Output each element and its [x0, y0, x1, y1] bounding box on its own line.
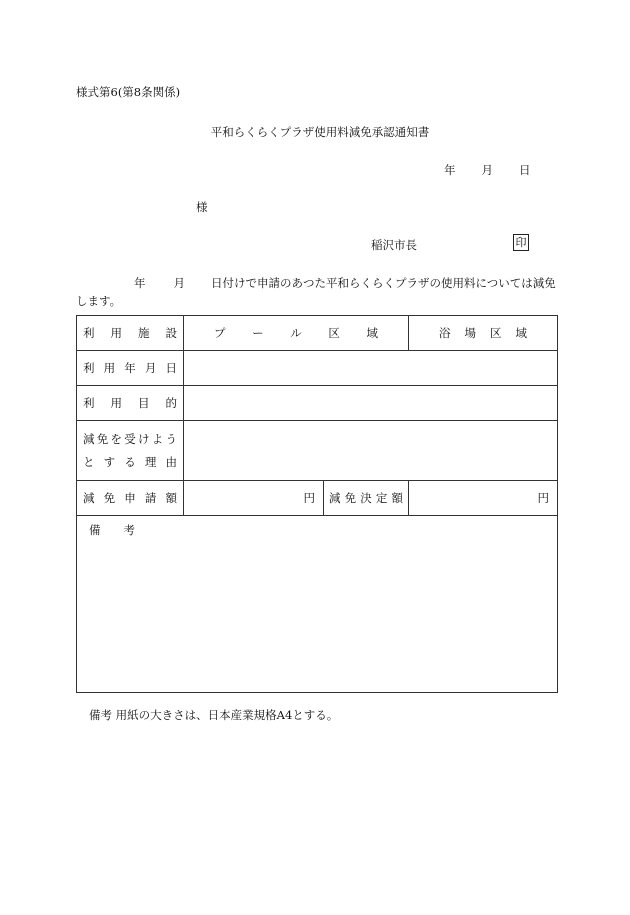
pool-area-cell	[184, 316, 409, 351]
reason-label	[77, 421, 184, 481]
footnote: 備考 用紙の大きさは、日本産業規格A4とする。	[89, 708, 339, 722]
decision-amount-field[interactable]	[409, 481, 558, 516]
addressee: 様	[196, 200, 208, 214]
pool-area-option: プ ー ル 区 域	[214, 326, 378, 340]
decision-amount-label: 減 免 決 定 額	[324, 481, 409, 516]
request-amount-label: 減 免 申 請 額	[77, 481, 184, 516]
date-field[interactable]	[184, 351, 558, 386]
notice-body	[76, 274, 558, 310]
date-year: 年	[444, 163, 456, 177]
reason-label-line1: 減免を受けよう	[83, 431, 177, 446]
body-month: 月	[173, 276, 185, 290]
seal-mark: 印	[513, 234, 529, 251]
yen-unit-2: 円	[537, 491, 549, 505]
body-year: 年	[134, 276, 146, 290]
row-purpose	[77, 386, 558, 421]
date-line	[444, 162, 531, 178]
document-title: 平和らくらくプラザ使用料減免承認通知書	[210, 125, 430, 139]
date-month: 月	[481, 163, 493, 177]
request-amount-field[interactable]	[184, 481, 324, 516]
date-day: 日	[519, 163, 531, 177]
row-amounts	[77, 481, 558, 516]
body-text: 日付けで申請のあつた平和らくらくプラザの使用料については減免します。	[76, 276, 556, 308]
approval-form-table	[76, 315, 558, 693]
row-facility	[77, 316, 558, 351]
remarks-label: 備 考	[89, 523, 135, 537]
row-date	[77, 351, 558, 386]
row-reason	[77, 421, 558, 481]
remarks-field[interactable]	[77, 516, 558, 693]
form-reference: 様式第6(第8条関係)	[76, 85, 181, 99]
row-remarks	[77, 516, 558, 693]
purpose-label: 利 用 目 的	[77, 386, 184, 421]
bath-area-option: 浴 場 区 域	[439, 326, 527, 340]
issuer-name: 稲沢市長	[371, 238, 417, 252]
purpose-field[interactable]	[184, 386, 558, 421]
facility-label: 利 用 施 設	[77, 316, 184, 351]
reason-field[interactable]	[184, 421, 558, 481]
date-label: 利 用 年 月 日	[77, 351, 184, 386]
yen-unit-1: 円	[303, 491, 315, 505]
bath-area-cell	[409, 316, 558, 351]
reason-label-line2: と す る 理 由	[83, 454, 177, 469]
